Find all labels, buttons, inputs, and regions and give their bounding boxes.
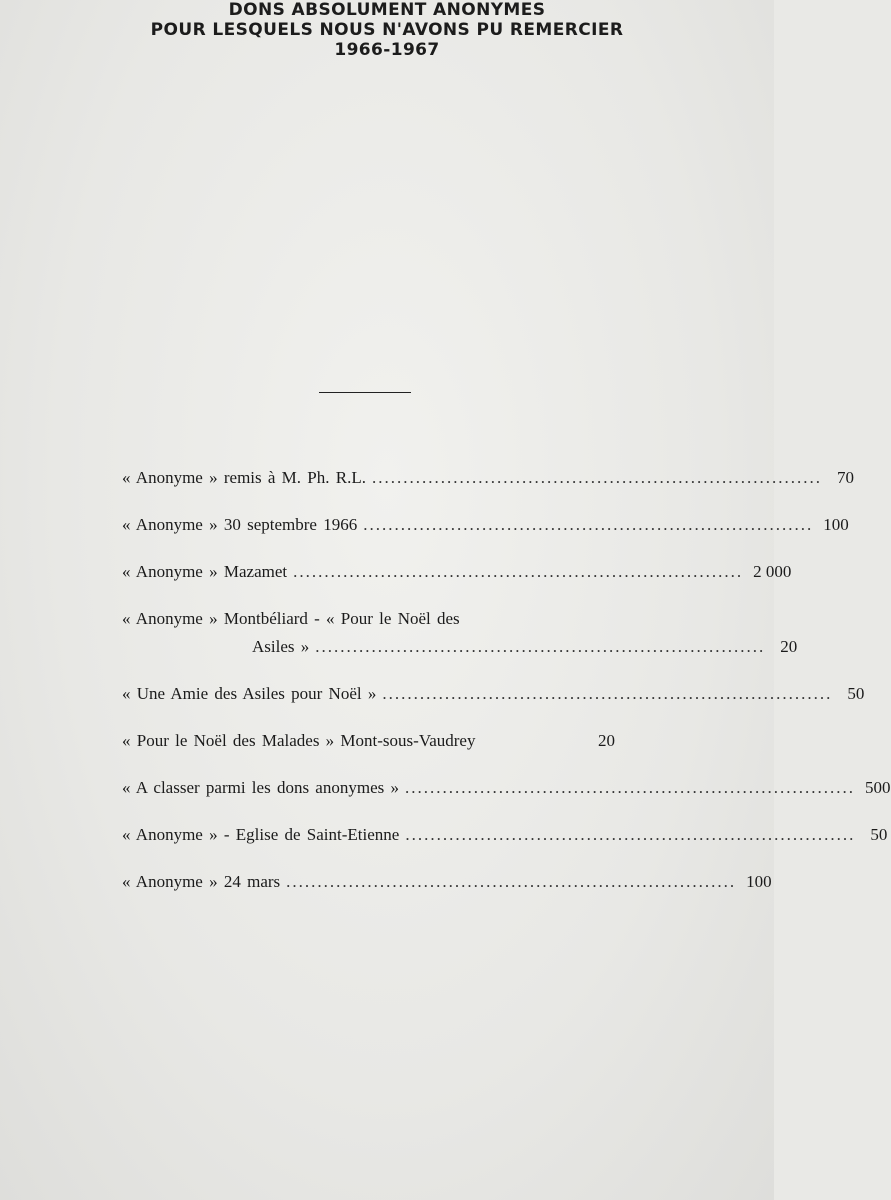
- donation-text: « Anonyme » - Eglise de Saint-Etienne: [122, 825, 400, 844]
- donation-text: « Anonyme » Montbéliard - « Pour le Noël des: [122, 609, 460, 628]
- donation-amount: 70: [836, 468, 854, 487]
- donation-text: « Une Amie des Asiles pour Noël »: [122, 684, 377, 703]
- donation-list: [122, 468, 891, 900]
- donation-amount: 20: [598, 731, 615, 750]
- donation-amount: 50: [847, 684, 865, 703]
- donation-entry: [122, 872, 772, 900]
- leader-dots: ........................................................................: [405, 778, 855, 797]
- donation-entry: [122, 684, 865, 712]
- heading-divider: [319, 392, 411, 393]
- heading-line-1: DONS ABSOLUMENT ANONYMES: [228, 0, 546, 20]
- donation-amount: 500: [865, 778, 891, 797]
- leader-dots: ........................................................................: [371, 468, 822, 487]
- donation-text: « Anonyme » 30 septembre 1966: [122, 515, 358, 534]
- donation-entry: [122, 825, 888, 853]
- leader-dots: ........................................................................: [363, 515, 814, 534]
- donation-amount: 2 000: [753, 562, 792, 581]
- leader-dots: ........................................................................: [405, 825, 856, 844]
- donation-entry: [122, 731, 615, 759]
- donation-entry: [122, 562, 792, 590]
- donation-text-continued: Asiles »: [252, 637, 310, 656]
- heading-line-2: POUR LESQUELS NOUS N'AVONS PU REMERCIER: [150, 20, 624, 40]
- donation-amount: 20: [780, 637, 798, 656]
- donation-entry: [122, 609, 798, 665]
- donation-text: « A classer parmi les dons anonymes »: [122, 778, 399, 797]
- donation-entry: [122, 515, 849, 543]
- donation-amount: 100: [746, 872, 772, 891]
- donation-text: « Anonyme » remis à M. Ph. R.L.: [122, 468, 366, 487]
- donation-entry: [122, 778, 891, 806]
- donation-amount: 100: [823, 515, 849, 534]
- donation-text: « Anonyme » 24 mars: [122, 872, 281, 891]
- donation-text: « Anonyme » Mazamet: [122, 562, 288, 581]
- leader-dots: ........................................................................: [286, 872, 737, 891]
- document-heading: [0, 0, 774, 60]
- donation-amount: 50: [870, 825, 888, 844]
- donation-entry: [122, 468, 854, 496]
- donation-text: « Pour le Noël des Malades » Mont-sous-Vaudrey: [122, 731, 476, 750]
- leader-dots: ........................................................................: [293, 562, 744, 581]
- leader-dots: ........................................................................: [315, 637, 766, 656]
- leader-dots: ........................................................................: [382, 684, 833, 703]
- heading-years: 1966-1967: [334, 40, 440, 60]
